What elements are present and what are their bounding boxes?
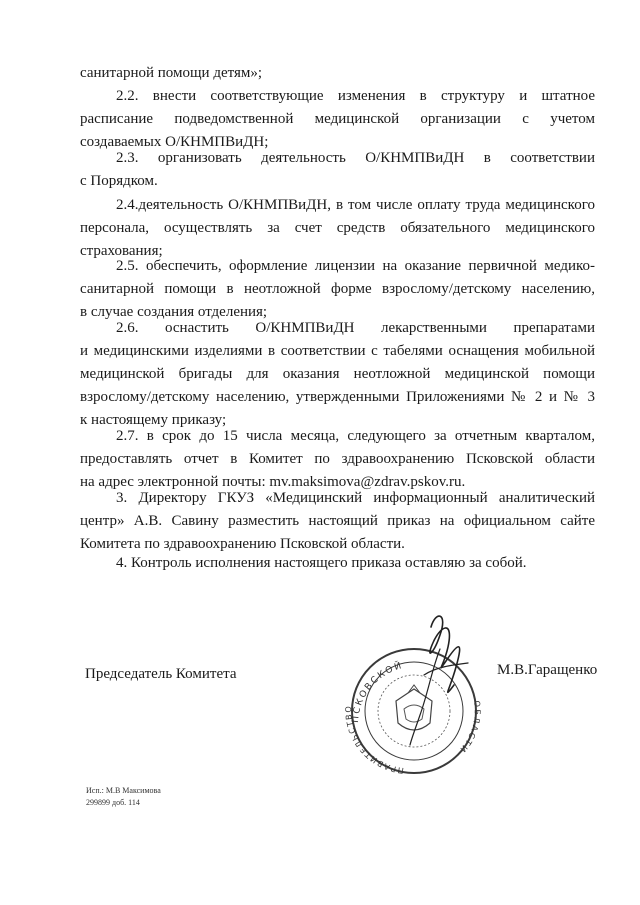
- paragraph-intro: [80, 62, 595, 85]
- text-line: взрослому/детскому населению, утвержденными Приложениями № 2 и № 3: [80, 389, 595, 405]
- text-line: Комитета по здравоохранению Псковской области.: [80, 536, 405, 552]
- svg-text:ОБЛАСТИ: ОБЛАСТИ: [457, 700, 482, 756]
- text-line: 2.3. организовать деятельность О/КНМПВиДН в соответствии: [116, 150, 595, 166]
- text-line: предоставлять отчет в Комитет по здравоохранению Псковской области: [80, 451, 595, 467]
- paragraph-2-5: [80, 255, 595, 324]
- executor-phone: 299899 доб. 114: [86, 798, 140, 807]
- signatory-title: Председатель Комитета: [85, 666, 237, 682]
- text-line: 2.6. оснастить О/КНМПВиДН лекарственными препаратами: [116, 320, 595, 336]
- text-line: 2.5. обеспечить, оформление лицензии на оказание первичной медико-: [116, 258, 595, 274]
- text-line: 3. Директору ГКУЗ «Медицинский информационный аналитический: [116, 490, 595, 506]
- text-line: медицинской бригады для оказания неотложной медицинской помощи: [80, 366, 595, 382]
- text-line: санитарной помощи детям»;: [80, 65, 263, 81]
- paragraph-2-4: [80, 194, 595, 263]
- signatory-name: М.В.Гаращенко: [497, 662, 598, 678]
- text-line: на адрес электронной почты: mv.maksimova@zdrav.pskov.ru.: [80, 474, 466, 490]
- text-line: персонала, осуществлять за счет средств обязательного медицинского: [80, 220, 595, 236]
- text-line: в случае создания отделения;: [80, 304, 268, 320]
- paragraph-2-7: [80, 425, 595, 494]
- paragraph-3: [80, 487, 595, 556]
- svg-text:ПРАВИТЕЛЬСТВО: ПРАВИТЕЛЬСТВО: [344, 704, 405, 775]
- text-line: 2.4.деятельность О/КНМПВиДН, в том числе оплату труда медицинского: [116, 197, 595, 213]
- text-line: 2.2. внести соответствующие изменения в структуру и штатное: [116, 88, 595, 104]
- paragraph-4: [80, 552, 595, 575]
- text-line: и медицинскими изделиями в соответствии с табелями оснащения мобильной: [80, 343, 595, 359]
- text-line: расписание подведомственной медицинской организации с учетом: [80, 111, 595, 127]
- paragraph-2-3: [80, 147, 595, 193]
- text-line: санитарной помощи в неотложной форме взрослому/детскому населению,: [80, 281, 595, 297]
- executor-name: Исп.: М.В Максимова: [86, 786, 161, 795]
- text-line: к настоящему приказу;: [80, 412, 227, 428]
- official-seal-stamp: [336, 605, 486, 775]
- text-line: с Порядком.: [80, 173, 158, 189]
- paragraph-2-2: [80, 85, 595, 154]
- text-line: создаваемых О/КНМПВиДН;: [80, 134, 269, 150]
- text-line: 4. Контроль исполнения настоящего приказа оставляю за собой.: [116, 555, 527, 571]
- paragraph-2-6: [80, 317, 595, 432]
- text-line: страхования;: [80, 243, 163, 259]
- svg-text:ПСКОВСКОЙ: ПСКОВСКОЙ: [350, 660, 405, 724]
- text-line: 2.7. в срок до 15 числа месяца, следующего за отчетным кварталом,: [116, 428, 595, 444]
- text-line: центр» А.В. Савину разместить настоящий приказ на официальном сайте: [80, 513, 595, 529]
